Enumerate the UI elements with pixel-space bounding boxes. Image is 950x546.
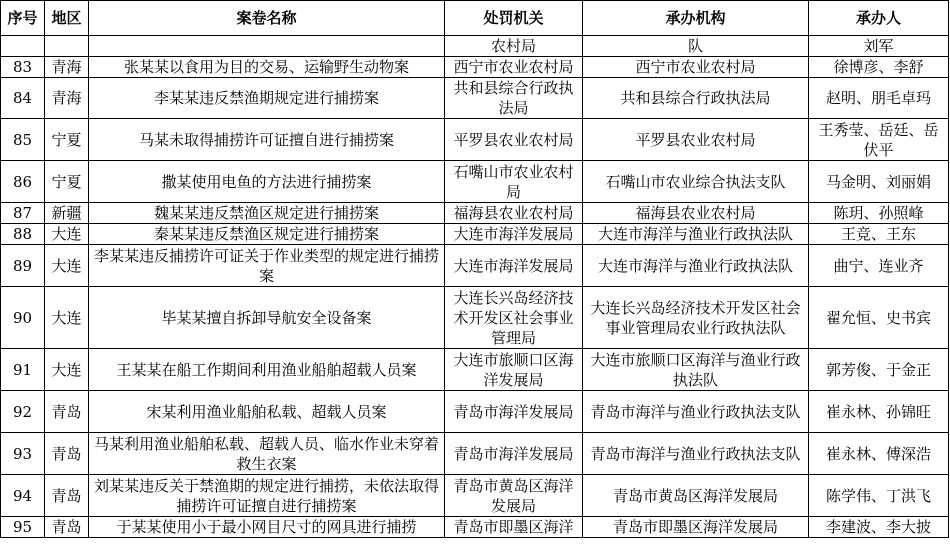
cell-region: 大连 (45, 224, 89, 245)
cell-authority: 青岛市海洋发展局 (445, 433, 583, 475)
cell-handler: 翟允恒、史书宾 (809, 287, 949, 349)
header-row (1, 1, 949, 36)
table-row (1, 391, 949, 433)
table-row (1, 119, 949, 161)
table-row (1, 287, 949, 349)
cell-org: 平罗县农业农村局 (583, 119, 809, 161)
cell-region: 新疆 (45, 203, 89, 224)
cell-authority: 大连市旅顺口区海洋发展局 (445, 349, 583, 391)
table-row (1, 224, 949, 245)
header-no: 序号 (1, 1, 45, 36)
cell-handler: 曲宁、连业齐 (809, 245, 949, 287)
cell-authority: 青岛市黄岛区海洋发展局 (445, 475, 583, 517)
cell-handler: 王秀莹、岳廷、岳伏平 (809, 119, 949, 161)
cell-authority: 大连市海洋发展局 (445, 224, 583, 245)
table-row (1, 349, 949, 391)
cell-no: 83 (1, 57, 45, 78)
header-handler: 承办人 (809, 1, 949, 36)
cell-region: 宁夏 (45, 119, 89, 161)
table-row (1, 203, 949, 224)
cell-region: 大连 (45, 287, 89, 349)
cell-no: 86 (1, 161, 45, 203)
cell-authority: 青岛市即墨区海洋 (445, 517, 583, 538)
header-authority: 处罚机关 (445, 1, 583, 36)
table-row (1, 475, 949, 517)
cell-org: 福海县农业农村局 (583, 203, 809, 224)
cell-org: 青岛市即墨区海洋发展局 (583, 517, 809, 538)
cell-no: 87 (1, 203, 45, 224)
cell-org: 大连市海洋与渔业行政执法队 (583, 224, 809, 245)
cell-region: 青岛 (45, 433, 89, 475)
cell-handler: 郭芳俊、于金正 (809, 349, 949, 391)
header-org: 承办机构 (583, 1, 809, 36)
cell-authority: 石嘴山市农业农村局 (445, 161, 583, 203)
cell-case: 李某某违反捕捞许可证关于作业类型的规定进行捕捞案 (89, 245, 445, 287)
cell-handler: 徐博彦、李舒 (809, 57, 949, 78)
cell-region (45, 36, 89, 57)
cell-handler: 刘军 (809, 36, 949, 57)
cell-case: 宋某利用渔业船舶私载、超载人员案 (89, 391, 445, 433)
cell-handler: 陈玥、孙照峰 (809, 203, 949, 224)
cell-no: 88 (1, 224, 45, 245)
cell-region: 大连 (45, 245, 89, 287)
cell-no: 85 (1, 119, 45, 161)
cell-case: 王某某在船工作期间利用渔业船舶超载人员案 (89, 349, 445, 391)
cell-case: 于某某使用小于最小网目尺寸的网具进行捕捞 (89, 517, 445, 538)
cell-handler: 崔永林、傅深浩 (809, 433, 949, 475)
cell-authority: 农村局 (445, 36, 583, 57)
cell-no: 91 (1, 349, 45, 391)
cell-authority: 西宁市农业农村局 (445, 57, 583, 78)
cell-org: 青岛市海洋与渔业行政执法支队 (583, 391, 809, 433)
cell-case: 马某利用渔业船舶私载、超载人员、临水作业未穿着救生衣案 (89, 433, 445, 475)
cell-authority: 共和县综合行政执法局 (445, 78, 583, 119)
cell-region: 青岛 (45, 517, 89, 538)
table-row (1, 517, 949, 538)
cell-no: 92 (1, 391, 45, 433)
cell-org: 青岛市黄岛区海洋发展局 (583, 475, 809, 517)
cell-org: 大连市旅顺口区海洋与渔业行政执法队 (583, 349, 809, 391)
cell-region: 大连 (45, 349, 89, 391)
cell-case: 撒某使用电鱼的方法进行捕捞案 (89, 161, 445, 203)
cell-handler: 赵明、朋毛卓玛 (809, 78, 949, 119)
cell-region: 青岛 (45, 475, 89, 517)
cell-handler: 王竞、王东 (809, 224, 949, 245)
cell-case: 李某某违反禁渔期规定进行捕捞案 (89, 78, 445, 119)
cell-no: 90 (1, 287, 45, 349)
cell-org: 大连长兴岛经济技术开发区社会事业管理局农业行政执法队 (583, 287, 809, 349)
cell-region: 宁夏 (45, 161, 89, 203)
table-row (1, 161, 949, 203)
cell-region: 青海 (45, 78, 89, 119)
cell-handler: 李建波、李大披 (809, 517, 949, 538)
cell-case: 毕某某擅自拆卸导航安全设备案 (89, 287, 445, 349)
table-row (1, 433, 949, 475)
cell-authority: 平罗县农业农村局 (445, 119, 583, 161)
cell-org: 队 (583, 36, 809, 57)
cell-org: 大连市海洋与渔业行政执法队 (583, 245, 809, 287)
cell-org: 石嘴山市农业综合执法支队 (583, 161, 809, 203)
table-row (1, 245, 949, 287)
cell-case (89, 36, 445, 57)
cell-case: 马某未取得捕捞许可证擅自进行捕捞案 (89, 119, 445, 161)
table-row (1, 57, 949, 78)
cell-handler: 马金明、刘丽娟 (809, 161, 949, 203)
cell-authority: 青岛市海洋发展局 (445, 391, 583, 433)
cell-authority: 大连长兴岛经济技术开发区社会事业管理局 (445, 287, 583, 349)
cell-no: 95 (1, 517, 45, 538)
cell-case: 张某某以食用为目的交易、运输野生动物案 (89, 57, 445, 78)
cell-authority: 大连市海洋发展局 (445, 245, 583, 287)
cell-no (1, 36, 45, 57)
cell-case: 秦某某违反禁渔区规定进行捕捞案 (89, 224, 445, 245)
cell-case: 刘某某违反关于禁渔期的规定进行捕捞，未依法取得捕捞许可证擅自进行捕捞案 (89, 475, 445, 517)
cell-handler: 陈学伟、丁洪飞 (809, 475, 949, 517)
header-region: 地区 (45, 1, 89, 36)
cell-no: 84 (1, 78, 45, 119)
cell-org: 共和县综合行政执法局 (583, 78, 809, 119)
table-row (1, 78, 949, 119)
cell-authority: 福海县农业农村局 (445, 203, 583, 224)
cell-no: 93 (1, 433, 45, 475)
cell-region: 青海 (45, 57, 89, 78)
cell-org: 西宁市农业农村局 (583, 57, 809, 78)
cell-handler: 崔永林、孙锦旺 (809, 391, 949, 433)
cell-org: 青岛市海洋与渔业行政执法支队 (583, 433, 809, 475)
header-case-name: 案卷名称 (89, 1, 445, 36)
cell-no: 94 (1, 475, 45, 517)
continuation-row (1, 36, 949, 57)
cell-no: 89 (1, 245, 45, 287)
cell-case: 魏某某违反禁渔区规定进行捕捞案 (89, 203, 445, 224)
cell-region: 青岛 (45, 391, 89, 433)
